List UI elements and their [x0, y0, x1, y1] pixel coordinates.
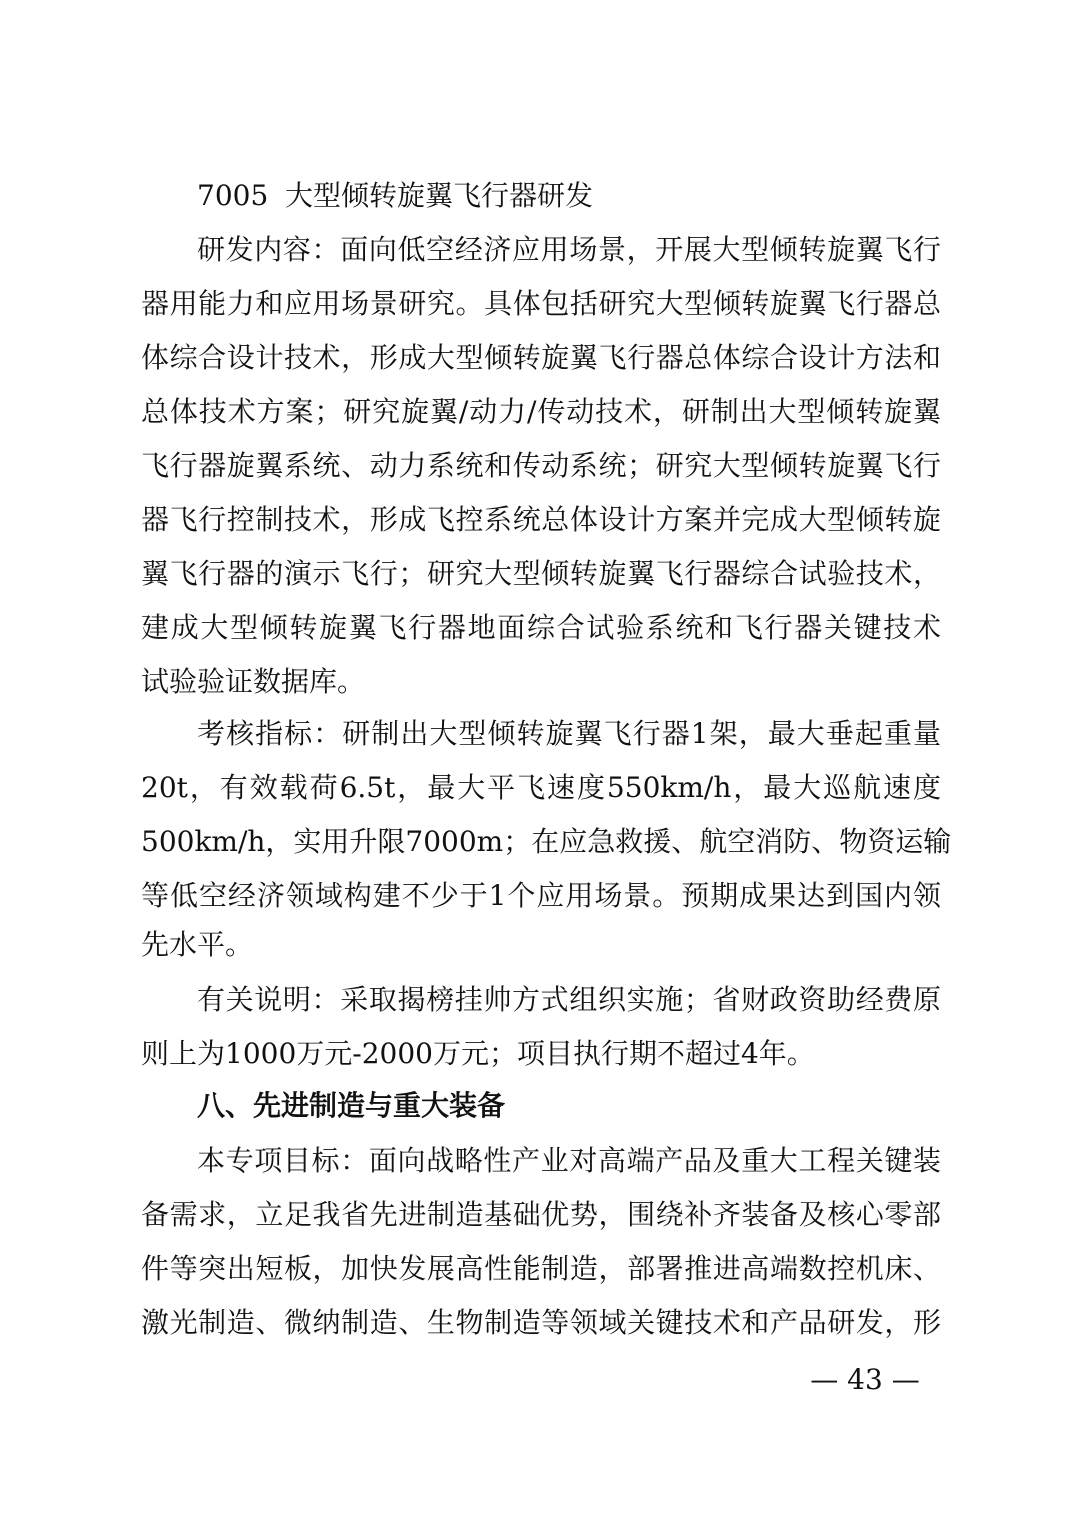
- research-content-line: 研发内容：面向低空经济应用场景，开展大型倾转旋翼飞行: [197, 233, 941, 266]
- special-goal-line: 激光制造、微纳制造、生物制造等领域关键技术和产品研发，形: [141, 1306, 941, 1339]
- research-content-line: 飞行器旋翼系统、动力系统和传动系统；研究大型倾转旋翼飞行: [141, 449, 941, 482]
- special-goal-line: 备需求，立足我省先进制造基础优势，围绕补齐装备及核心零部: [141, 1198, 941, 1231]
- research-content-line: 器飞行控制技术，形成飞控系统总体设计方案并完成大型倾转旋: [141, 503, 941, 536]
- project-name: 大型倾转旋翼飞行器研发: [285, 179, 594, 212]
- research-content-line: 翼飞行器的演示飞行；研究大型倾转旋翼飞行器综合试验技术，: [141, 557, 941, 590]
- research-content-line: 总体技术方案；研究旋翼/动力/传动技术，研制出大型倾转旋翼: [141, 395, 941, 428]
- page-number: — 43 —: [810, 1363, 920, 1396]
- assessment-line: 20t，有效载荷6.5t，最大平飞速度550km/h，最大巡航速度: [141, 771, 941, 804]
- assessment-line: 500km/h，实用升限7000m；在应急救援、航空消防、物资运输: [141, 825, 952, 858]
- project-code: 7005: [197, 179, 269, 212]
- project-title: [197, 176, 593, 216]
- research-content-line: 器用能力和应用场景研究。具体包括研究大型倾转旋翼飞行器总: [141, 287, 941, 320]
- notes-line: 有关说明：采取揭榜挂帅方式组织实施；省财政资助经费原: [197, 983, 941, 1016]
- special-goal-line: 本专项目标：面向战略性产业对高端产品及重大工程关键装: [197, 1144, 941, 1177]
- research-content-line: 试验验证数据库。: [141, 665, 366, 698]
- research-content-line: 体综合设计技术，形成大型倾转旋翼飞行器总体综合设计方法和: [141, 341, 941, 374]
- special-goal-line: 件等突出短板，加快发展高性能制造，部署推进高端数控机床、: [141, 1252, 941, 1285]
- research-content-line: 建成大型倾转旋翼飞行器地面综合试验系统和飞行器关键技术: [141, 611, 941, 644]
- assessment-line: 等低空经济领域构建不少于1个应用场景。预期成果达到国内领: [141, 879, 941, 912]
- section-heading: 八、先进制造与重大装备: [197, 1089, 506, 1122]
- notes-line: 则上为1000万元-2000万元；项目执行期不超过4年。: [141, 1037, 815, 1070]
- assessment-line: 先水平。: [141, 928, 254, 961]
- assessment-line: 考核指标：研制出大型倾转旋翼飞行器1架，最大垂起重量: [197, 717, 941, 750]
